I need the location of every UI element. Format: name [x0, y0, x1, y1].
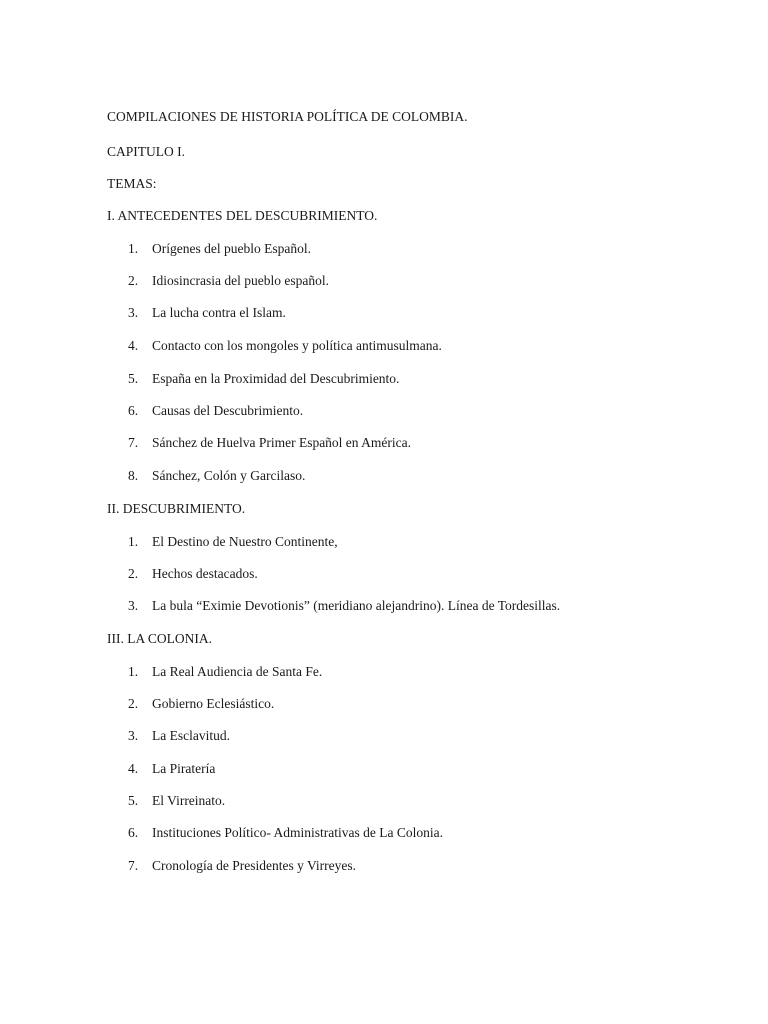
list-item-number: 1. — [128, 664, 139, 679]
list-item-number: 8. — [128, 468, 139, 483]
list-item-number: 6. — [128, 403, 139, 418]
list-item-number: 2. — [128, 566, 139, 581]
list-item-text: Sánchez, Colón y Garcilaso. — [152, 468, 306, 483]
chapter-heading: CAPITULO I. — [107, 144, 185, 159]
list-item-text: Hechos destacados. — [152, 566, 258, 581]
list-item-text: España en la Proximidad del Descubrimiento. — [152, 371, 400, 386]
topics-label: TEMAS: — [107, 176, 157, 191]
list-item-number: 2. — [128, 273, 139, 288]
list-item-number: 3. — [128, 598, 139, 613]
list-item-number: 7. — [128, 858, 139, 873]
list-item-number: 4. — [128, 338, 139, 353]
list-item-text: Contacto con los mongoles y política antimusulmana. — [152, 338, 442, 353]
list-item-text: Cronología de Presidentes y Virreyes. — [152, 858, 357, 873]
document-title: COMPILACIONES DE HISTORIA POLÍTICA DE COLOMBIA. — [107, 109, 468, 124]
list-item-text: Causas del Descubrimiento. — [152, 403, 304, 418]
list-item-text: Idiosincrasia del pueblo español. — [152, 273, 329, 288]
list-item-number: 3. — [128, 728, 139, 743]
list-item-number: 5. — [128, 793, 139, 808]
list-item-number: 1. — [128, 534, 139, 549]
list-item-text: La lucha contra el Islam. — [152, 305, 286, 320]
list-item-number: 4. — [128, 761, 139, 776]
section-heading: II. DESCUBRIMIENTO. — [107, 501, 246, 516]
list-item-text: La bula “Eximie Devotionis” (meridiano alejandrino). Línea de Tordesillas. — [152, 598, 561, 613]
list-item-text: Sánchez de Huelva Primer Español en América. — [152, 435, 412, 450]
list-item-text: Gobierno Eclesiástico. — [152, 696, 275, 711]
list-item-text: Orígenes del pueblo Español. — [152, 241, 311, 256]
list-item-number: 6. — [128, 825, 139, 840]
list-item-number: 7. — [128, 435, 139, 450]
list-item-number: 1. — [128, 241, 139, 256]
list-item-number: 5. — [128, 371, 139, 386]
list-item-number: 2. — [128, 696, 139, 711]
list-item-text: Instituciones Político- Administrativas de La Colonia. — [152, 825, 443, 840]
section-heading: I. ANTECEDENTES DEL DESCUBRIMIENTO. — [107, 208, 378, 223]
list-item-number: 3. — [128, 305, 139, 320]
list-item-text: La Piratería — [152, 761, 216, 776]
list-item-text: El Virreinato. — [152, 793, 226, 808]
list-item-text: El Destino de Nuestro Continente, — [152, 534, 338, 549]
list-item-text: La Real Audiencia de Santa Fe. — [152, 664, 323, 679]
section-heading: III. LA COLONIA. — [107, 631, 212, 646]
list-item-text: La Esclavitud. — [152, 728, 230, 743]
